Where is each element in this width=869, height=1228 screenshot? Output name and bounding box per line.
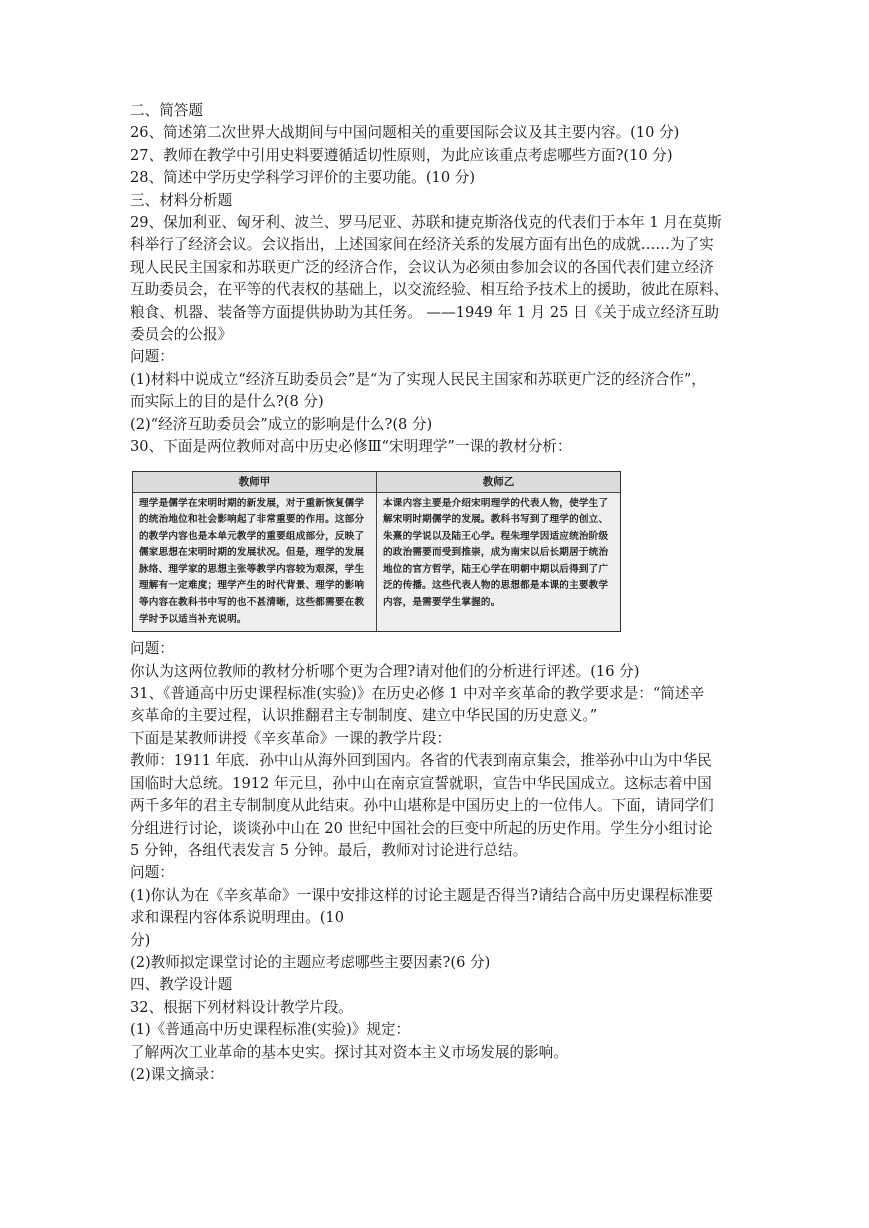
- question-31-line: 5 分钟，各组代表发言 5 分钟。最后，教师对讨论进行总结。: [130, 841, 528, 859]
- subquestion-line: (2)教师拟定课堂讨论的主题应考虑哪些主要因素?(6 分): [130, 953, 491, 971]
- question-29-line: 委员会的公报》: [130, 326, 233, 344]
- table-header-teacher-b: 教师乙: [376, 472, 620, 492]
- subquestion-line: 你认为这两位教师的教材分析哪个更为合理?请对他们的分析进行评述。(16 分): [130, 662, 640, 680]
- subquestion-line: (2)“经济互助委员会”成立的影响是什么?(8 分): [130, 415, 433, 433]
- table-header: [133, 472, 620, 493]
- subquestion-line: (1)材料中说成立“经济互助委员会”是“为了实现人民民主国家和苏联更广泛的经济合作”，: [130, 370, 706, 388]
- material-line: (2)课文摘录：: [130, 1065, 224, 1083]
- question-label: 问题：: [130, 348, 174, 366]
- question-31-line: 两千多年的君主专制制度从此结束。孙中山堪称是中国历史上的一位伟人。下面，请同学们: [130, 797, 714, 815]
- question-30: 30、下面是两位教师对高中历史必修Ⅲ“宋明理学”一课的教材分析：: [130, 438, 572, 456]
- question-31-line: 下面是某教师讲授《辛亥革命》一课的教学片段：: [130, 729, 452, 747]
- subquestion-line: (1)你认为在《辛亥革命》一课中安排这样的讨论主题是否得当?请结合高中历史课程标准要: [130, 886, 714, 904]
- table-header-teacher-a: 教师甲: [238, 475, 271, 488]
- teacher-analysis-table: [132, 471, 621, 633]
- table-cell-teacher-b: 本课内容主要是介绍宋明理学的代表人物，使学生了解宋明时期儒学的发展。教科书写到了理学的创立、朱熹的学说以及陆王心学。程朱理学因适应统治阶级的政治需要而受到推崇，成为南宋以后长期居于统治地位的官方哲学，陆王心学在明朝中期以后得到了广泛的传播。这些代表人物的思想都是本课的主要教学内容，是需要学生掌握的。: [376, 493, 620, 632]
- question-27: 27、教师在教学中引用史料要遵循适切性原则，为此应该重点考虑哪些方面?(10 分): [130, 146, 673, 164]
- material-line: 了解两次工业革命的基本史实。探讨其对资本主义市场发展的影响。: [130, 1043, 568, 1061]
- subquestion-line: 求和课程内容体系说明理由。(10: [130, 909, 344, 927]
- question-31-line: 分组进行讨论，谈谈孙中山在 20 世纪中国社会的巨变中所起的历史作用。学生分小组讨论: [130, 819, 713, 837]
- section-heading: 二、简答题: [130, 102, 203, 119]
- table-cell-teacher-a: 理学是儒学在宋明时期的新发展，对于重新恢复儒学的统治地位和社会影响起了非常重要的作用。这部分的教学内容也是本单元教学的重要组成部分，反映了儒家思想在宋明时期的发展状况。但是，理学的发展脉络、理学家的思想主张等教学内容较为艰深，学生理解有一定难度；理学产生的时代背景、理学的影响等内容在教科书中写的也不甚清晰，这些都需要在教学时予以适当补充说明。: [139, 497, 365, 625]
- question-29-line: 科举行了经济会议。会议指出，上述国家间在经济关系的发展方面有出色的成就……为了实: [130, 236, 714, 254]
- question-31-line: 国临时大总统。1912 年元旦，孙中山在南京宣誓就职，宣告中华民国成立。这标志着中国: [130, 774, 712, 792]
- subquestion-line: 分): [130, 931, 151, 949]
- question-29-line: 粮食、机器、装备等方面提供协助为其任务。 ——1949 年 1 月 25 日《关于成立经济互助: [130, 303, 720, 321]
- question-31-line: 教师：1911 年底．孙中山从海外回到国内。各省的代表到南京集会，推举孙中山为中华民: [130, 752, 712, 770]
- table-body: [133, 493, 620, 632]
- question-31-line: 亥革命的主要过程，认识推翻君主专制制度、建立中华民国的历史意义。”: [130, 707, 598, 725]
- table-spacer: [130, 459, 750, 463]
- question-29-line: 29、保加利亚、匈牙利、波兰、罗马尼亚、苏联和捷克斯洛伐克的代表们于本年 1 月在莫斯: [130, 214, 722, 232]
- material-line: (1)《普通高中历史课程标准(实验)》规定：: [130, 1021, 411, 1039]
- section-heading: 四、教学设计题: [130, 976, 233, 994]
- question-29-line: 互助委员会，在平等的代表权的基础上，以交流经验、相互给予技术上的援助，彼此在原料、: [130, 281, 729, 299]
- question-label: 问题：: [130, 864, 174, 882]
- question-label: 问题：: [130, 640, 174, 658]
- subquestion-line: 而实际上的目的是什么?(8 分): [130, 393, 324, 411]
- question-26: 26、简述第二次世界大战期间与中国问题相关的重要国际会议及其主要内容。(10 分): [130, 124, 680, 142]
- section-heading: 三、材料分析题: [130, 191, 233, 209]
- document-page: [130, 100, 750, 1086]
- question-31-line: 31、《普通高中历史课程标准(实验)》在历史必修 1 中对辛亥革命的教学要求是：“简述辛: [130, 685, 705, 703]
- question-29-line: 现人民民主国家和苏联更广泛的经济合作，会议认为必须由参加会议的各国代表们建立经济: [130, 258, 714, 276]
- question-32: 32、根据下列材料设计教学片段。: [130, 998, 353, 1016]
- question-28: 28、简述中学历史学科学习评价的主要功能。(10 分): [130, 169, 476, 187]
